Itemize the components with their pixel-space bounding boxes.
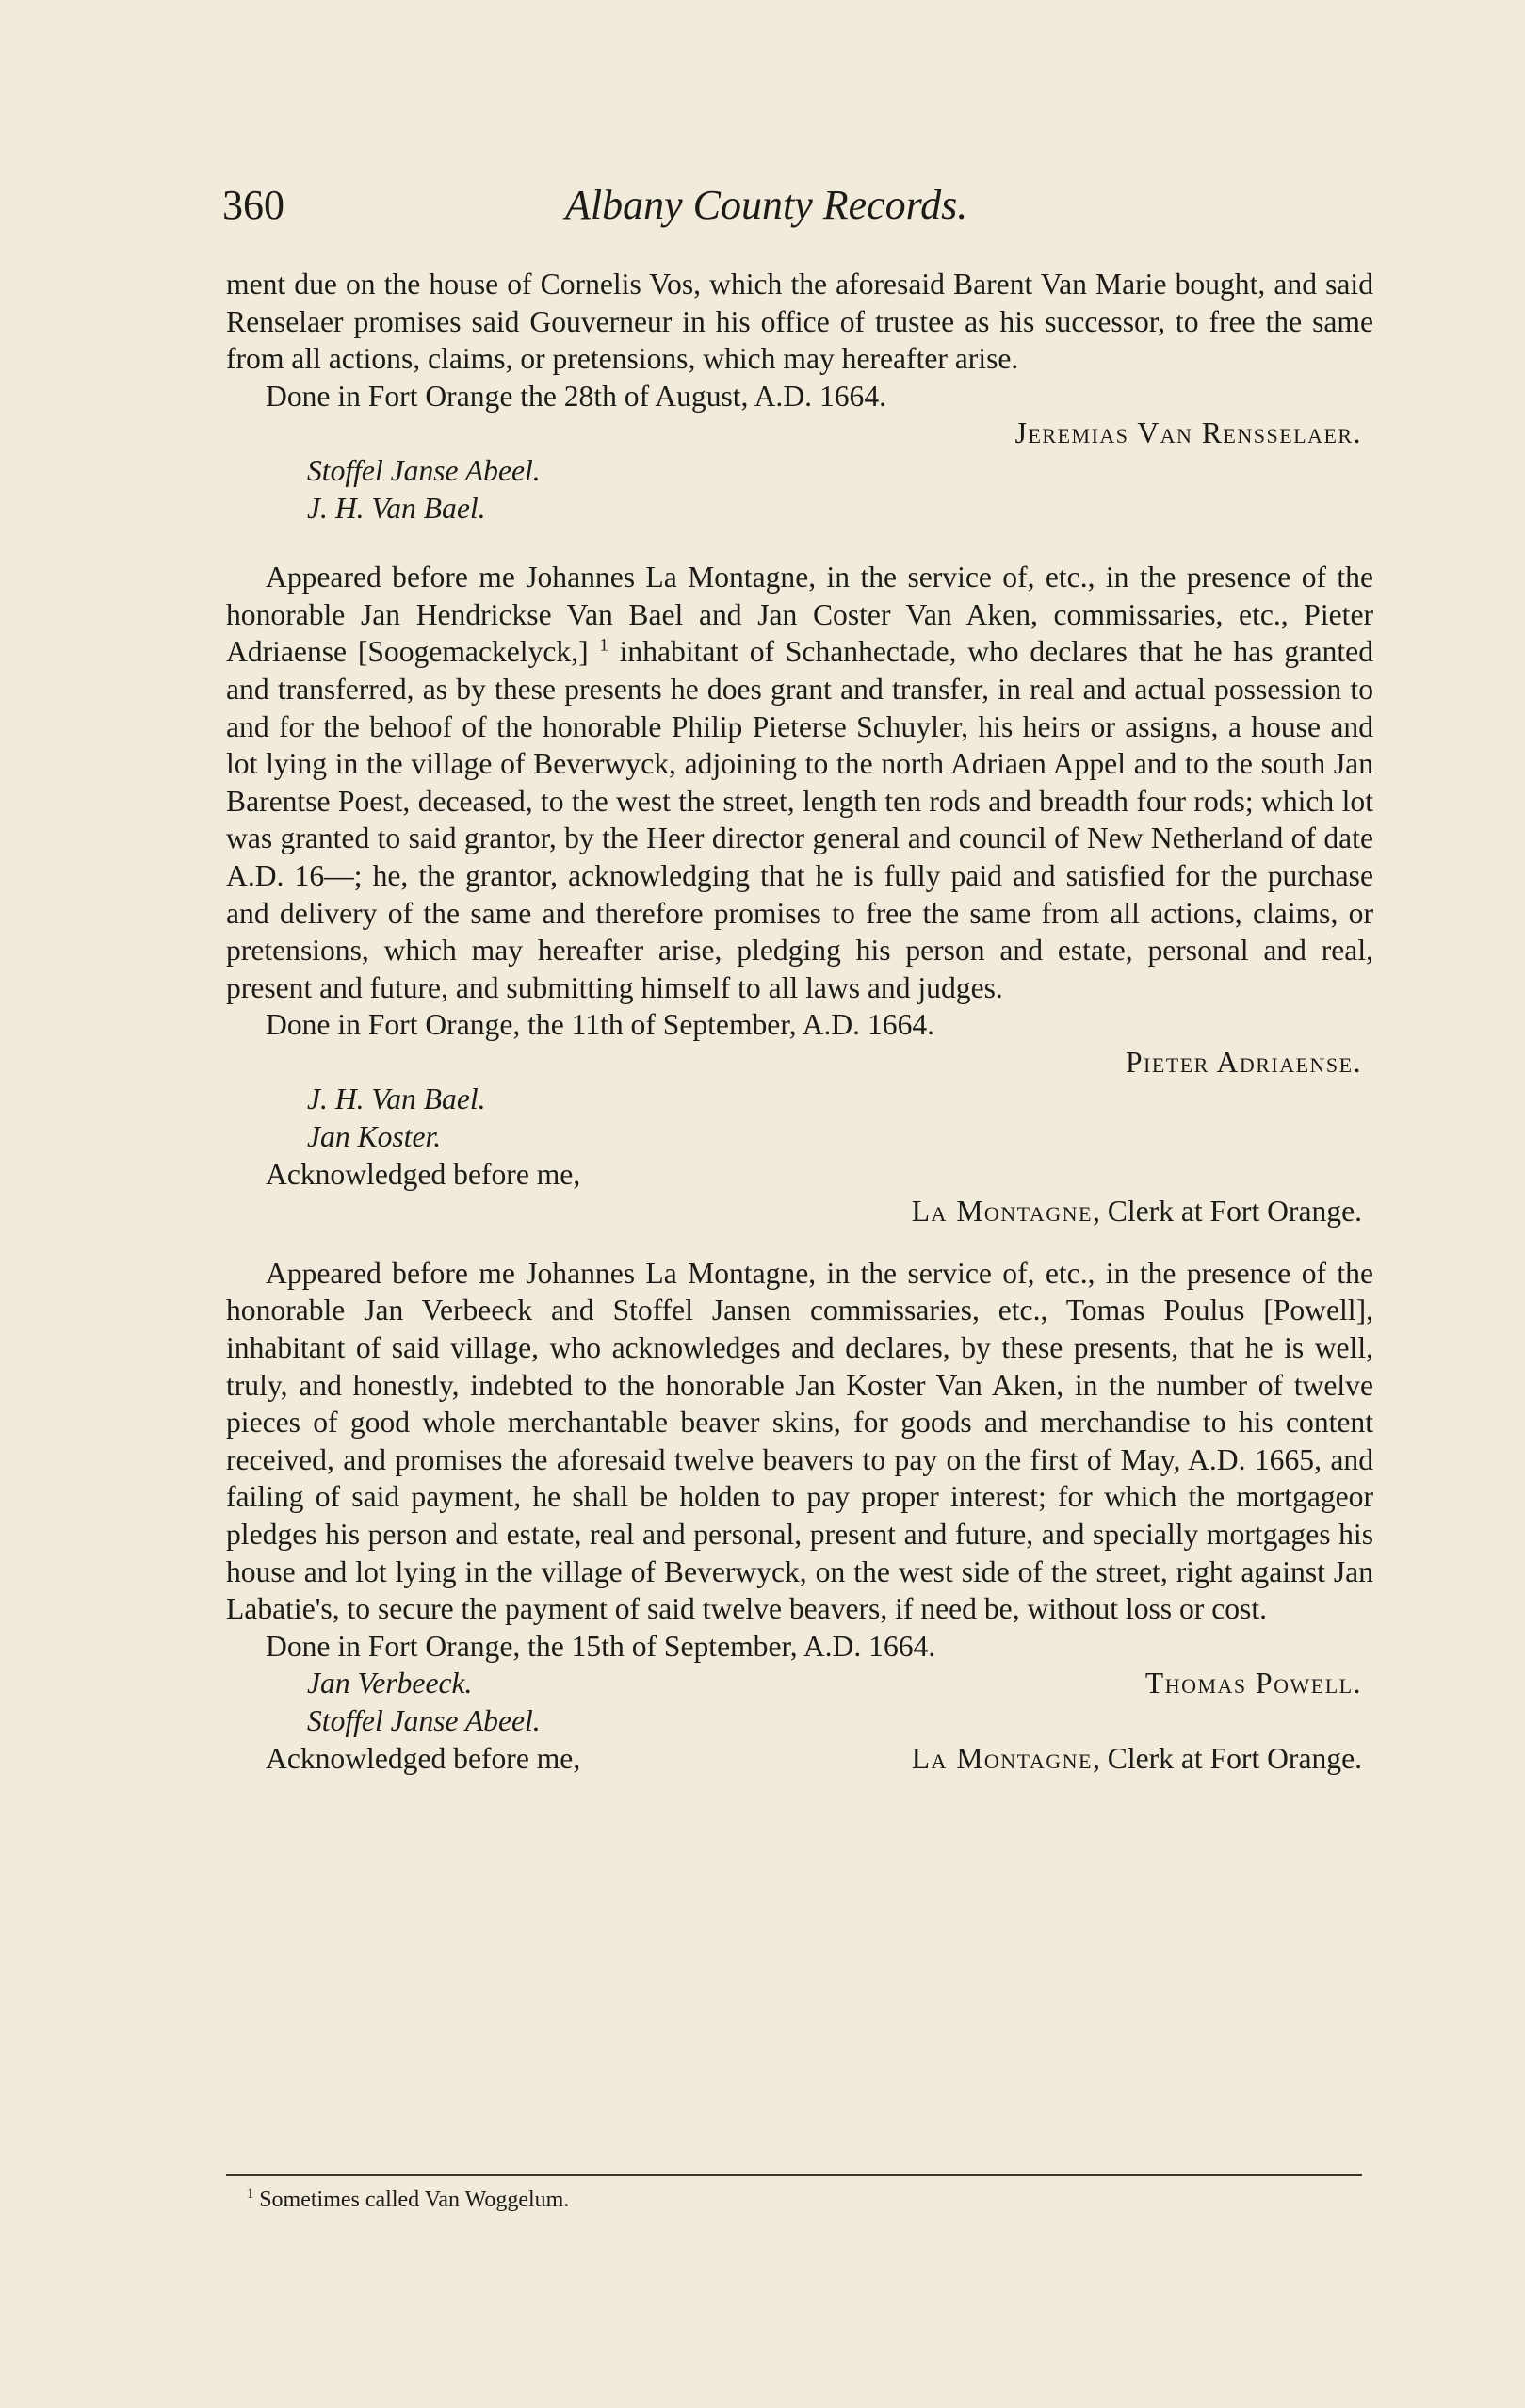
deed3-witness-row xyxy=(226,1665,1373,1702)
page-header xyxy=(222,181,1362,237)
deed3-ack-row xyxy=(226,1740,1373,1778)
deed3-text: Appeared before me Johannes La Montagne, in the service of, etc., in the presence of the honorable Jan Verbeeck and Stoffel Jansen commissaries, etc., Tomas Poulus [Powell], inhabitant of said village, who acknowledges and declares, by these presents, that he is well, truly, and honestly, indebted to the honorable Jan Koster Van Aken, in the number of twelve pieces of good whole merchantable beaver skins, for goods and merchandise to his content received, and promises the aforesaid twelve beavers to pay on the first of May, A.D. 1665, and failing of said payment, he shall be holden to pay proper interest; for which the mortgageor pledges his person and estate, real and personal, present and future, and specially mortgages his house and lot lying in the village of Beverwyck, on the west side of the street, right against Jan Labatie's, to secure the payment of said twelve beavers, if need be, without loss or cost. xyxy=(226,1256,1373,1626)
deed2-witness-2: Jan Koster. xyxy=(307,1120,442,1154)
deed3-clerk-title: , Clerk at Fort Orange. xyxy=(1092,1741,1362,1775)
deed3-signer: Thomas Powell. xyxy=(1144,1667,1362,1700)
deed1-text: ment due on the house of Cornelis Vos, which the aforesaid Barent Van Marie bought, and said Renselaer promises said Gouverneur in his office of trustee as his successor, to free the same from all actions, claims, or pretensions, which may hereafter arise. xyxy=(226,268,1373,376)
deed3-witness-1: Jan Verbeeck. xyxy=(307,1667,473,1700)
deed2-witness-1: J. H. Van Bael. xyxy=(307,1082,486,1116)
deed3-clerk-name: La Montagne xyxy=(911,1741,1093,1775)
deed2-clerk xyxy=(226,1193,1373,1230)
deed3-clerk xyxy=(912,1740,1362,1778)
deed2-text-a: Appeared before me Johannes La Montagne, in the service of, etc., in the presence of the honorable Jan Hendrickse Van Bael and Jan Coster Van Aken, commissaries, etc., Pieter Adriaense [Soogemackelyck,] xyxy=(226,561,1373,669)
footnote-reference: 1 xyxy=(599,635,608,656)
deed2-clerk-title: , Clerk at Fort Orange. xyxy=(1092,1195,1362,1228)
deed1-witness-1: Stoffel Janse Abeel. xyxy=(307,453,541,487)
footnote-text: Sometimes called Van Woggelum. xyxy=(253,2188,570,2212)
deed2-signer: Pieter Adriaense. xyxy=(1125,1045,1362,1079)
deed2-text xyxy=(226,559,1373,1006)
page-number: 360 xyxy=(222,182,284,228)
footnote xyxy=(247,2188,569,2213)
deed1-witness-2: J. H. Van Bael. xyxy=(307,491,486,525)
deed1-signer: Jeremias Van Rensselaer. xyxy=(1014,416,1362,450)
body-text xyxy=(226,266,1373,1777)
deed3-acknowledged: Acknowledged before me, xyxy=(266,1741,581,1775)
deed2-acknowledged: Acknowledged before me, xyxy=(266,1157,581,1191)
deed2-clerk-name: La Montagne xyxy=(911,1195,1093,1228)
deed1-done-line: Done in Fort Orange the 28th of August, A.D. 1664. xyxy=(266,379,887,413)
deed3-witness-2: Stoffel Janse Abeel. xyxy=(307,1703,541,1737)
deed3-done-line: Done in Fort Orange, the 15th of September, A.D. 1664. xyxy=(266,1629,936,1663)
deed2-done-line: Done in Fort Orange, the 11th of September, A.D. 1664. xyxy=(266,1008,935,1042)
footnote-marker: 1 xyxy=(247,2187,254,2202)
deed2-text-b: inhabitant of Schanhectade, who declares that he has granted and transferred, as by these presents he does grant and transfer, in real and actual possession to and for the behoof of the honorable Philip Pieterse Schuyler, his heirs or assigns, a house and lot lying in the village of Beverwyck, adjoining to the north Adriaen Appel and to the south Jan Barentse Poest, deceased, to the west the street, length ten rods and breadth four rods; which lot was granted to said grantor, by the Heer director general and council of New Netherland of date A.D. 16—; he, the grantor, acknowledging that he is fully paid and satisfied for the purchase and delivery of the same and therefore promises to free the same from all actions, claims, or pretensions, which may hereafter arise, pledging his person and estate, personal and real, present and future, and submitting himself to all laws and judges. xyxy=(226,635,1373,1004)
running-title: Albany County Records. xyxy=(565,182,968,228)
footnote-divider xyxy=(226,2174,1362,2176)
